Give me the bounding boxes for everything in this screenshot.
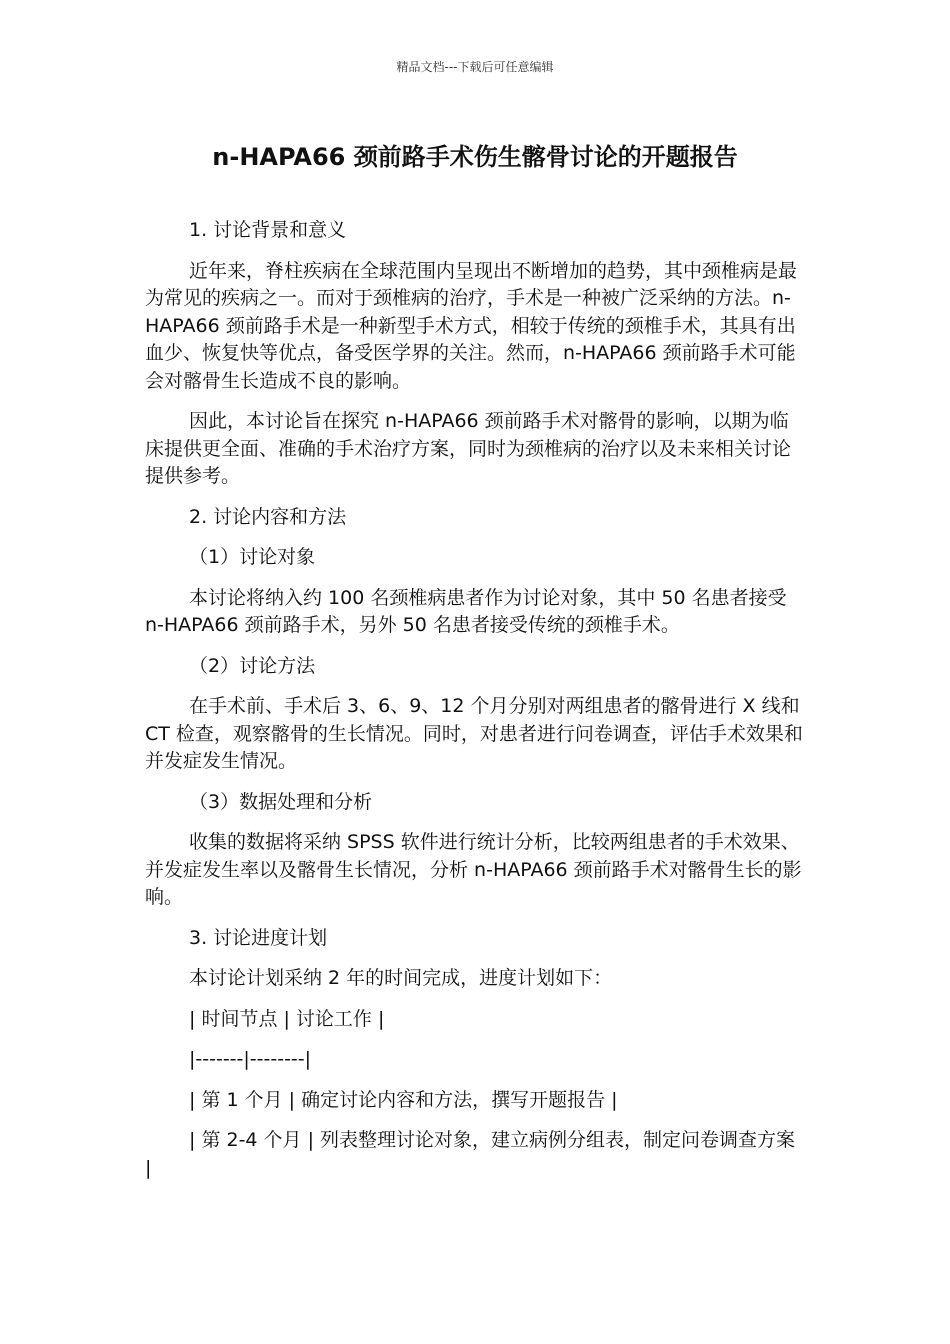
body-paragraph: 收集的数据将采纳 SPSS 软件进行统计分析，比较两组患者的手术效果、并发症发生率以及髂骨生长情况，分析 n-HAPA66 颈前路手术对髂骨生长的影响。: [145, 831, 802, 908]
page-header-note: 精品文档---下载后可任意编辑: [396, 60, 554, 74]
schedule-table-row: | 第 2-4 个月 | 列表整理讨论对象，建立病例分组表，制定问卷调查方案 |: [145, 1129, 796, 1179]
body-paragraph: 因此，本讨论旨在探究 n-HAPA66 颈前路手术对髂骨的影响，以期为临床提供更全面、准确的手术治疗方案，同时为颈椎病的治疗以及未来相关讨论提供参考。: [145, 410, 792, 487]
section-heading-content-method: 2. 讨论内容和方法: [189, 505, 347, 528]
section-heading-schedule: 3. 讨论进度计划: [189, 926, 328, 949]
body-paragraph: 在手术前、手术后 3、6、9、12 个月分别对两组患者的髂骨进行 X 线和 CT 检查，观察髂骨的生长情况。同时，对患者进行问卷调查，评估手术效果和并发症发生情况。: [145, 695, 803, 772]
body-paragraph: 近年来，脊柱疾病在全球范围内呈现出不断增加的趋势，其中颈椎病是最为常见的疾病之一。而对于颈椎病的治疗，手术是一种被广泛采纳的方法。n-HAPA66 颈前路手术是一种新型手术方式，相较于传统的颈椎手术，其具有出血少、恢复快等优点，备受医学界的关注。然而，n-HAPA66 颈前路手术可能会对髂骨生长造成不良的影响。: [145, 259, 798, 392]
body-paragraph: 本讨论将纳入约 100 名颈椎病患者作为讨论对象，其中 50 名患者接受 n-HAPA66 颈前路手术，另外 50 名患者接受传统的颈椎手术。: [145, 586, 787, 636]
subsection-heading-subjects: （1）讨论对象: [189, 546, 316, 568]
document-title: n-HAPA66 颈前路手术伤生髂骨讨论的开题报告: [212, 143, 738, 171]
document-body: [145, 217, 805, 1195]
subsection-heading-data-analysis: （3）数据处理和分析: [189, 790, 373, 813]
schedule-table-row: | 第 1 个月 | 确定讨论内容和方法，撰写开题报告 |: [189, 1088, 618, 1111]
schedule-table-header-row: | 时间节点 | 讨论工作 |: [189, 1007, 385, 1030]
schedule-table-separator-row: |-------|--------|: [189, 1048, 312, 1070]
subsection-heading-method: （2）讨论方法: [189, 654, 316, 677]
body-paragraph: 本讨论计划采纳 2 年的时间完成，进度计划如下：: [189, 967, 613, 989]
section-heading-background: 1. 讨论背景和意义: [189, 219, 347, 241]
